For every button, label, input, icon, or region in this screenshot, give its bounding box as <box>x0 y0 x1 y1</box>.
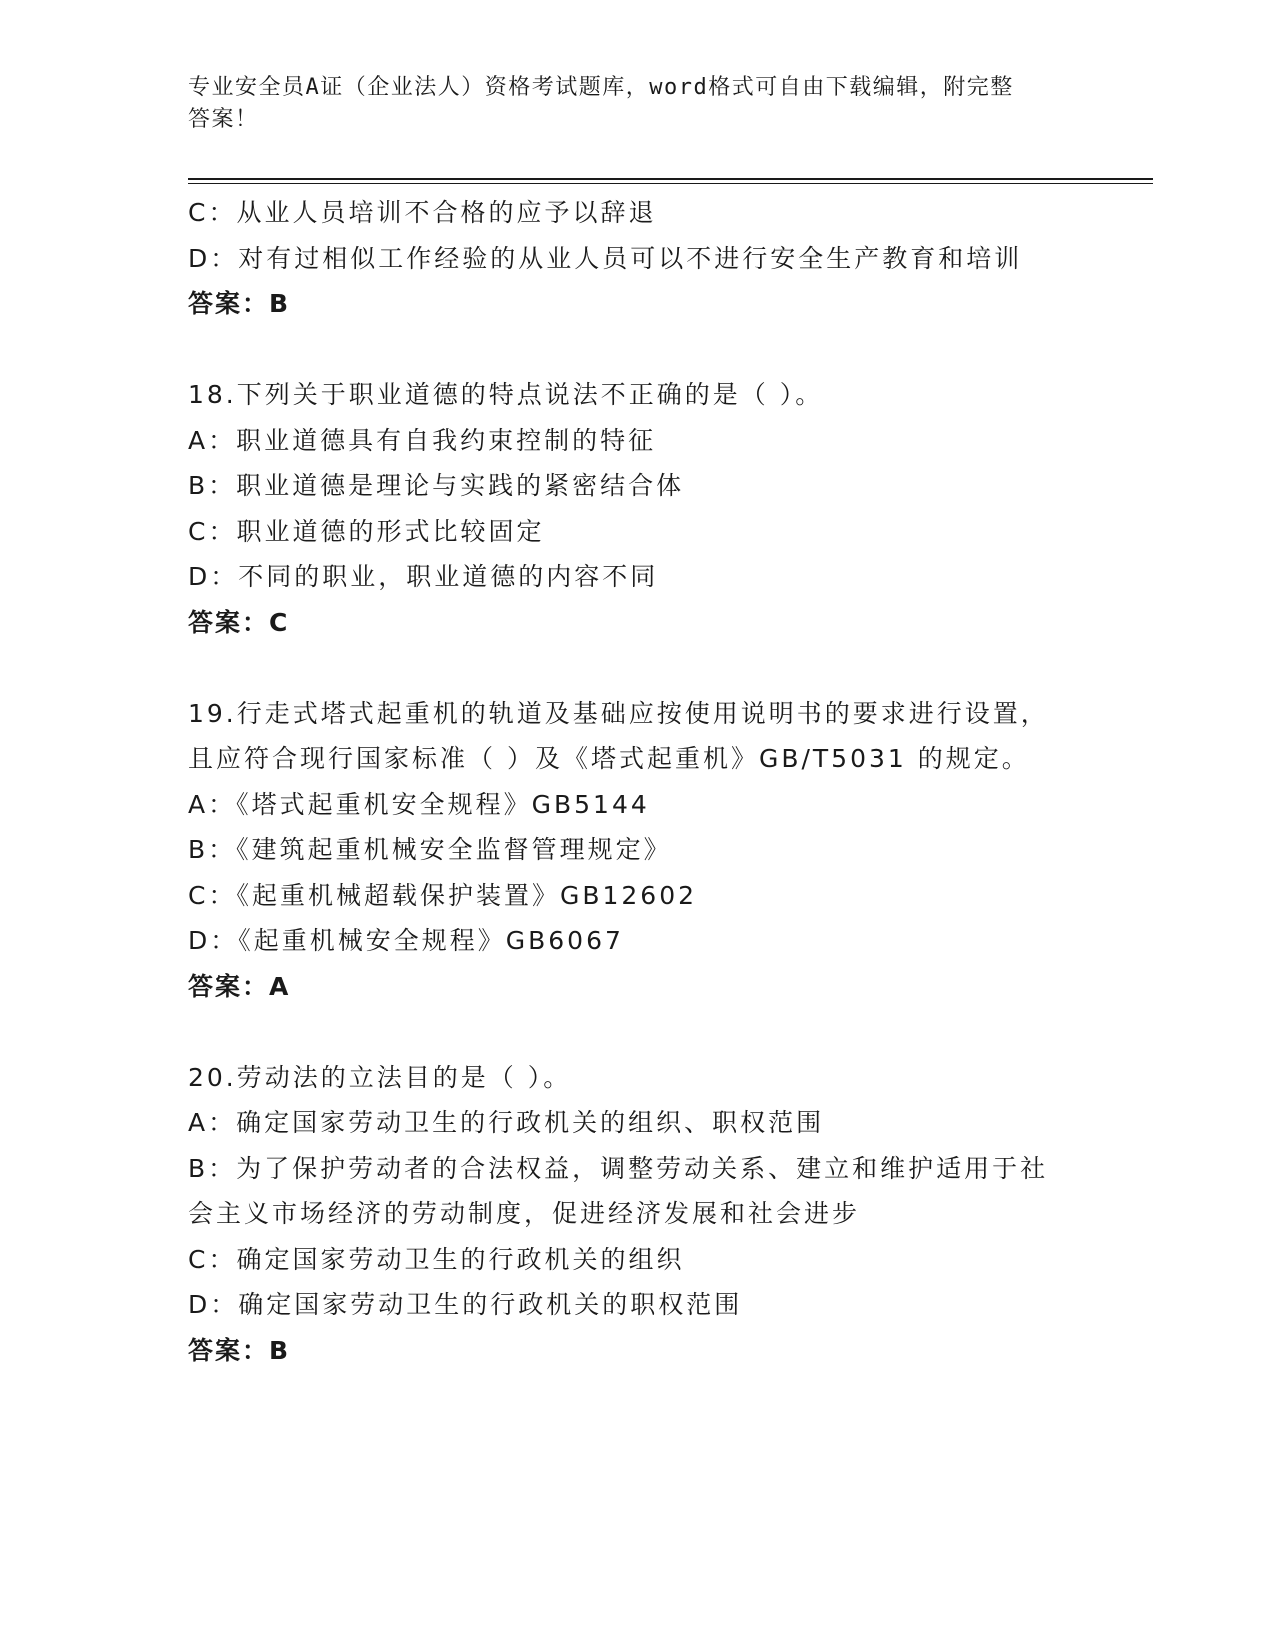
question-stem-line2: 且应符合现行国家标准（ ）及《塔式起重机》GB/T5031 的规定。 <box>188 744 1030 773</box>
spacer <box>188 645 1088 691</box>
option-b: B：职业道德是理论与实践的紧密结合体 <box>188 471 685 500</box>
option-a: A：职业道德具有自我约束控制的特征 <box>188 425 657 455</box>
option-b-line2: 会主义市场经济的劳动制度，促进经济发展和社会进步 <box>188 1199 861 1228</box>
document-header <box>188 72 1068 136</box>
header-title-line1: 专业安全员A证（企业法人）资格考试题库，word格式可自由下载编辑，附完整 <box>188 75 1014 100</box>
question-stem: 20.劳动法的立法目的是（ ）。 <box>188 1062 572 1092</box>
option-b: B：《建筑起重机械安全监督管理规定》 <box>188 835 672 864</box>
option-c: C：确定国家劳动卫生的行政机关的组织 <box>188 1244 685 1274</box>
header-divider-thin <box>188 183 1153 184</box>
option-c: C：职业道德的形式比较固定 <box>188 516 545 546</box>
answer-line: 答案：A <box>188 971 291 1001</box>
spacer <box>188 1009 1088 1055</box>
question-20 <box>188 1055 1088 1374</box>
option-c: C：《起重机械超载保护装置》GB12602 <box>188 880 698 910</box>
option-d: D：确定国家劳动卫生的行政机关的职权范围 <box>188 1290 743 1319</box>
option-a: A：确定国家劳动卫生的行政机关的组织、职权范围 <box>188 1108 825 1137</box>
answer-line: 答案：B <box>188 1335 291 1365</box>
option-d: D：对有过相似工作经验的从业人员可以不进行安全生产教育和培训 <box>188 243 1023 273</box>
header-title-line2: 答案！ <box>188 107 259 132</box>
question-19 <box>188 691 1088 1010</box>
option-d: D：《起重机械安全规程》GB6067 <box>188 926 624 955</box>
question-stem-line1: 19.行走式塔式起重机的轨道及基础应按使用说明书的要求进行设置， <box>188 698 1049 728</box>
header-divider-thick <box>188 178 1153 180</box>
option-d: D：不同的职业，职业道德的内容不同 <box>188 562 659 591</box>
option-a: A：《塔式起重机安全规程》GB5144 <box>188 789 650 819</box>
answer-line: 答案：C <box>188 607 290 637</box>
question-stem: 18.下列关于职业道德的特点说法不正确的是（ ）。 <box>188 380 824 409</box>
question-17-tail <box>188 190 1088 327</box>
option-c: C：从业人员培训不合格的应予以辞退 <box>188 198 657 227</box>
spacer <box>188 327 1088 373</box>
answer-line: 答案：B <box>188 289 291 318</box>
question-18 <box>188 372 1088 645</box>
option-b-line1: B：为了保护劳动者的合法权益，调整劳动关系、建立和维护适用于社 <box>188 1153 1049 1183</box>
question-list <box>188 190 1088 1373</box>
